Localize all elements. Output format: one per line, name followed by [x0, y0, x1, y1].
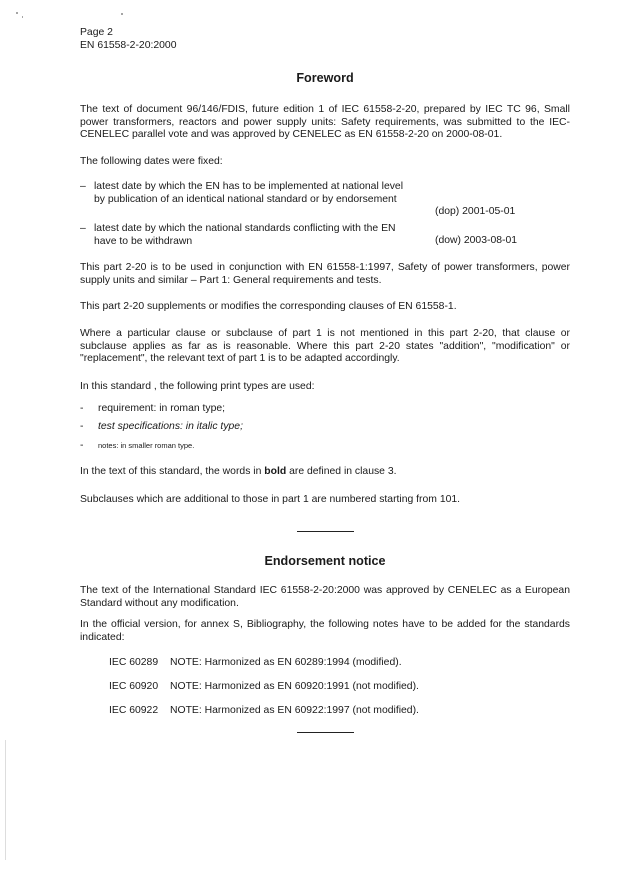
bold-post-text: are defined in clause 3. — [286, 466, 397, 477]
page-number: Page 2 — [80, 27, 113, 38]
date-item-text: latest date by which the national standards conflicting with the EN have to be withdrawn — [94, 223, 396, 247]
standard-code: IEC 60920 — [109, 681, 159, 692]
bold-definition-paragraph — [80, 466, 570, 479]
document-id: EN 61558-2-20:2000 — [80, 39, 177, 51]
standard-note: NOTE: Harmonized as EN 60289:1994 (modified). — [170, 657, 402, 668]
scan-speck — [121, 13, 123, 15]
foreword-title: Foreword — [296, 71, 354, 85]
scan-speck — [16, 12, 18, 14]
date-item-value: (dow) 2003-08-01 — [435, 235, 518, 246]
standard-note: NOTE: Harmonized as EN 60920:1991 (not modified). — [170, 681, 419, 692]
subclauses-paragraph: Subclauses which are additional to those in part 1 are numbered starting from 101. — [80, 494, 461, 505]
supplements-paragraph: This part 2-20 supplements or modifies the corresponding clauses of EN 61558-1. — [80, 301, 457, 312]
standard-note: NOTE: Harmonized as EN 60922:1997 (not modified). — [170, 705, 419, 716]
standard-note-row — [109, 657, 402, 670]
dates-intro: The following dates were fixed: — [80, 156, 223, 167]
bold-pre-text: In the text of this standard, the words in — [80, 466, 265, 477]
endorsement-paragraph-1: The text of the International Standard IEC 61558-2-20:2000 was approved by CENELEC as a European Standard without any modification. — [80, 585, 570, 609]
standard-code: IEC 60289 — [109, 657, 159, 668]
date-item-value: (dop) 2001-05-01 — [435, 206, 516, 217]
list-dash: - — [80, 421, 84, 432]
print-type-text: test specifications: in italic type; — [98, 421, 243, 432]
list-dash: - — [80, 440, 84, 451]
list-dash: – — [80, 181, 86, 192]
date-item-text: latest date by which the EN has to be implemented at national level by publication of an identical national standard or by endorsement — [94, 181, 404, 205]
list-dash: – — [80, 223, 86, 234]
clause-paragraph: Where a particular clause or subclause of part 1 is not mentioned in this part 2-20, that clause or subclause applies as far as is reasonable. Where this part 2-20 states "addition", "modification" or "replacement", the relevant text of part 1 is to be adapted accordingly. — [80, 328, 570, 365]
standard-code: IEC 60922 — [109, 705, 159, 716]
scan-speck — [22, 16, 23, 18]
endorsement-paragraph-2: In the official version, for annex S, Bibliography, the following notes have to be added for the standards indicated: — [80, 619, 570, 643]
list-dash: - — [80, 403, 84, 414]
standard-note-row — [109, 681, 419, 694]
endorsement-title: Endorsement notice — [264, 554, 386, 568]
scan-speck — [5, 740, 6, 860]
print-type-text: notes: in smaller roman type. — [98, 441, 195, 450]
conjunction-paragraph: This part 2-20 is to be used in conjunction with EN 61558-1:1997, Safety of power transformers, power supply units and similar – Part 1: General requirements and tests. — [80, 262, 570, 286]
bold-word: bold — [264, 466, 287, 477]
page-header — [80, 27, 176, 52]
print-type-text: requirement: in roman type; — [98, 403, 226, 414]
section-divider — [297, 531, 354, 532]
section-divider — [297, 732, 354, 733]
standard-note-row — [109, 705, 419, 718]
print-types-intro: In this standard , the following print types are used: — [80, 381, 315, 392]
foreword-intro: The text of document 96/146/FDIS, future edition 1 of IEC 61558-2-20, prepared by IEC TC 96, Small power transformers, reactors and power supply units: Safety requirements, was submitted to the IEC-CENELEC parallel vote and was approved by CENELEC as EN 61558-2-20 on 2000-08-01. — [80, 104, 570, 141]
